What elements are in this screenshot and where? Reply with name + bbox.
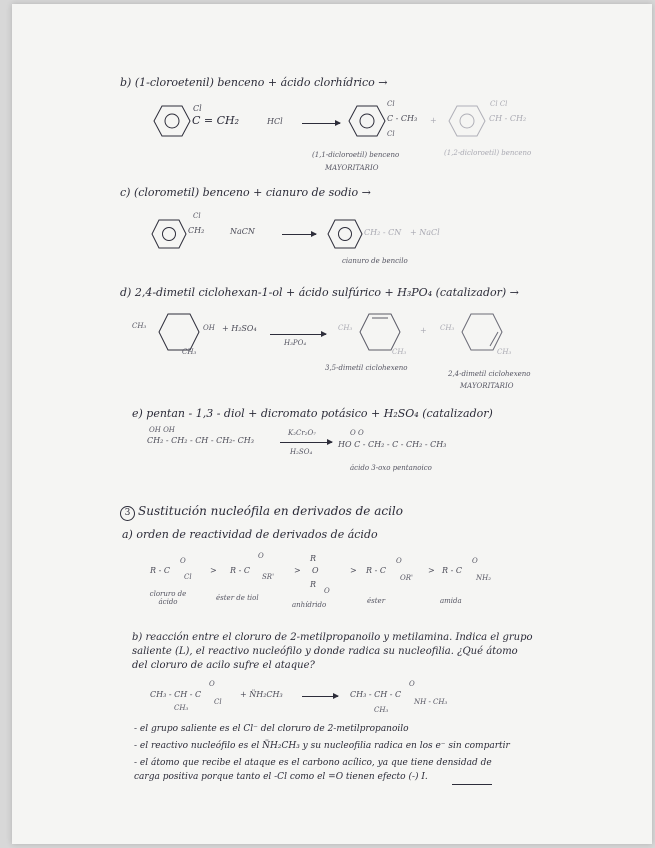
cyclohexene-ring-icon <box>358 312 402 352</box>
acyl-formula-3: R <box>310 580 317 589</box>
b-p1-cl-top: Cl <box>387 100 395 108</box>
c-product-name: cianuro de bencilo <box>342 257 408 265</box>
notebook-page: b) (1-cloroetenil) benceno + ácido clorhídrico → Cl C = CH₂ HCl Cl C - CH₃ Cl + Cl Cl CH - CH₂ (1,1-dicloroetil) benceno (1,2-dicloroetil) benceno MAYORITARIO c) (clorometil) benceno + cianuro de sodio → Cl CH₂ NaCN CH₂ - CN + NaCl cianuro de bencilo d) 2,4-dimetil ciclohexan-1-ol + ácido sulfúrico + H₃PO₄ (catalizador) → CH₃ OH CH₃ + H₂SO₄ H₃PO₄ CH₃ CH₃ + CH₃ CH₃ 3,5-dimetil ciclohexeno 2,4-dimetil ciclohexeno MAYORITARIO e) pentan - 1,3 - diol + dicromato potásico + H₂SO₄ (catalizador) OH OH CH₂ - CH₂ - CH - CH₂- CH₃ K₂Cr₂O₇ H₂SO₄ O O HO C - CH₂ - C - CH₂ - CH₃ ácido 3-oxo pentanoico 3 Sustitución nucleófila en derivados de acilo a) orden de reactividad de derivados de ácido R - C O Cl > R - C O SR' > R O R O > R - C O OR' > R - C O NH₂ cloruro de ácido éster de tiol anhídrido éster amida b) reacción entre el cloruro de 2-metilpropanoilo y metilamina. Indica el grupo saliente (L), el reactivo nucleófilo y donde radica su nucleofilia. ¿Qué átomo del cloruro de acilo sufre el ataque? O CH₃ - CH - C Cl CH₃ + N̈H₂CH₃ O CH₃ - CH - C NH - CH₃ CH₃ - el grupo saliente es el Cl⁻ del cloruro de 2-metilpropanoilo - el reactivo nucleófilo es el N̈H₂CH₃ y su nucleofilia radica en los e⁻ sin compartir - el átomo que recibe el ataque es el carbono acílico, ya que tiene densidad de carga positiva porque tanto el -Cl como el =O tienen efecto (-) I. <box>12 4 652 844</box>
b-major-label: MAYORITARIO <box>325 164 379 172</box>
d-p2-ch3: CH₃ <box>440 324 455 332</box>
eq-nh: NH - CH₃ <box>414 698 448 706</box>
section-number: 3 <box>120 506 135 521</box>
b-r1-cl: Cl <box>193 104 202 113</box>
acyl-name-1: cloruro de ácido <box>149 590 187 606</box>
acyl-group-4: OR' <box>400 574 413 582</box>
d-reagent: + H₂SO₄ <box>222 324 257 333</box>
s3-b-question-2: saliente (L), el reactivo nucleófilo y donde radica su nucleofilia. ¿Qué átomo <box>132 646 518 657</box>
eq-left-sub: CH₃ <box>174 704 189 712</box>
b-p1-chain: C - CH₃ <box>387 114 418 123</box>
s3-a-heading: a) orden de reactividad de derivados de ácido <box>122 528 378 541</box>
reaction-arrow <box>270 334 326 335</box>
acyl-formula-2: R - C <box>230 566 250 575</box>
benzene-ring-icon <box>447 104 487 138</box>
eq-left: CH₃ - CH - C <box>150 690 202 699</box>
answer-3: - el átomo que recibe el ataque es el carbono acílico, ya que tiene densidad de <box>134 758 492 768</box>
b-r1-chain: C = CH₂ <box>192 114 240 127</box>
cyclohexene-ring-icon <box>460 312 504 352</box>
e-product: HO C - CH₂ - C - CH₂ - CH₃ <box>338 440 447 449</box>
b-product1-name: (1,1-dicloroetil) benceno <box>312 151 400 159</box>
section-3-title <box>120 504 403 521</box>
d-r-ch3-bottom: CH₃ <box>182 348 197 356</box>
section-d-heading: d) 2,4-dimetil ciclohexan-1-ol + ácido sulfúrico + H₃PO₄ (catalizador) → <box>120 286 519 299</box>
e-oh-labels: OH OH <box>149 426 175 434</box>
answer-1: - el grupo saliente es el Cl⁻ del cloruro de 2-metilpropanoilo <box>134 724 409 734</box>
d-p2-ch3-bottom: CH₃ <box>497 348 512 356</box>
d-r-ch3-left: CH₃ <box>132 322 147 330</box>
acyl-name-3: anhídrido <box>292 601 327 609</box>
section-e-heading: e) pentan - 1,3 - diol + dicromato potásico + H₂SO₄ (catalizador) <box>132 407 493 420</box>
e-reagent-top: K₂Cr₂O₇ <box>288 429 317 437</box>
d-catalyst: H₃PO₄ <box>284 339 307 347</box>
acyl-formula-1: R - C <box>150 566 170 575</box>
c-r1-cl: Cl <box>193 212 201 220</box>
acyl-group-3: O <box>324 587 330 595</box>
b-p1-cl-bottom: Cl <box>387 130 395 138</box>
gt-3: > <box>350 566 357 575</box>
acyl-formula-4: R - C <box>366 566 386 575</box>
b-p2-cl: Cl Cl <box>490 100 508 108</box>
eq-right: CH₃ - CH - C <box>350 690 402 699</box>
d-p1-ch3: CH₃ <box>338 324 353 332</box>
acyl-group-2: SR' <box>262 573 274 581</box>
reaction-arrow <box>302 696 338 697</box>
underline <box>452 784 492 785</box>
gt-1: > <box>210 566 217 575</box>
b-product2-name: (1,2-dicloroetil) benceno <box>444 149 532 157</box>
benzene-ring-icon <box>347 104 387 138</box>
d-r-oh: OH <box>203 324 215 332</box>
e-reactant: CH₂ - CH₂ - CH - CH₂- CH₃ <box>147 436 254 445</box>
b-reagent: HCl <box>267 117 283 126</box>
c-r1-chain: CH₂ <box>188 226 205 235</box>
gt-2: > <box>294 566 301 575</box>
benzene-ring-icon <box>150 218 188 250</box>
c-p2: + NaCl <box>410 228 440 237</box>
reaction-arrow <box>282 234 316 235</box>
e-reagent-bottom: H₂SO₄ <box>290 448 313 456</box>
b-p2-chain: CH - CH₂ <box>489 114 527 123</box>
acyl-name-2: éster de tiol <box>216 594 259 602</box>
eq-cl: Cl <box>214 698 222 706</box>
c-reagent: NaCN <box>230 227 255 236</box>
reaction-arrow <box>302 123 340 124</box>
cyclohexane-ring-icon <box>157 312 201 352</box>
e-product-carbonyls: O O <box>350 429 364 437</box>
reaction-arrow <box>280 442 332 443</box>
s3-b-question-3: del cloruro de acilo sufre el ataque? <box>132 660 315 671</box>
eq-reagent: + N̈H₂CH₃ <box>240 690 283 699</box>
e-product-name: ácido 3-oxo pentanoico <box>350 464 432 472</box>
gt-4: > <box>428 566 435 575</box>
s3-b-question-1: b) reacción entre el cloruro de 2-metilpropanoilo y metilamina. Indica el grupo <box>132 632 533 643</box>
benzene-ring-icon <box>326 218 364 250</box>
acyl-formula-5: R - C <box>442 566 462 575</box>
section-b-heading: b) (1-cloroetenil) benceno + ácido clorhídrico → <box>120 76 388 89</box>
acyl-name-4: éster <box>367 597 386 605</box>
acyl-group-1: Cl <box>184 573 192 581</box>
d-major-label: MAYORITARIO <box>460 382 514 390</box>
d-product1-name: 3,5-dimetil ciclohexeno <box>325 364 408 372</box>
answer-4: carga positiva porque tanto el -Cl como el =O tienen efecto (-) I. <box>134 772 428 782</box>
acyl-group-5: NH₂ <box>476 574 492 582</box>
acyl-name-5: amida <box>440 597 462 605</box>
answer-2: - el reactivo nucleófilo es el N̈H₂CH₃ y su nucleofilia radica en los e⁻ sin compartir <box>134 741 510 751</box>
benzene-ring-icon <box>152 104 192 138</box>
eq-right-sub: CH₃ <box>374 706 389 714</box>
c-p1-chain: CH₂ - CN <box>364 228 402 237</box>
d-p1-ch3-bottom: CH₃ <box>392 348 407 356</box>
section-c-heading: c) (clorometil) benceno + cianuro de sodio → <box>120 186 371 199</box>
d-product2-name: 2,4-dimetil ciclohexeno <box>448 370 531 378</box>
section-3-title-text: Sustitución nucleófila en derivados de acilo <box>138 504 403 518</box>
